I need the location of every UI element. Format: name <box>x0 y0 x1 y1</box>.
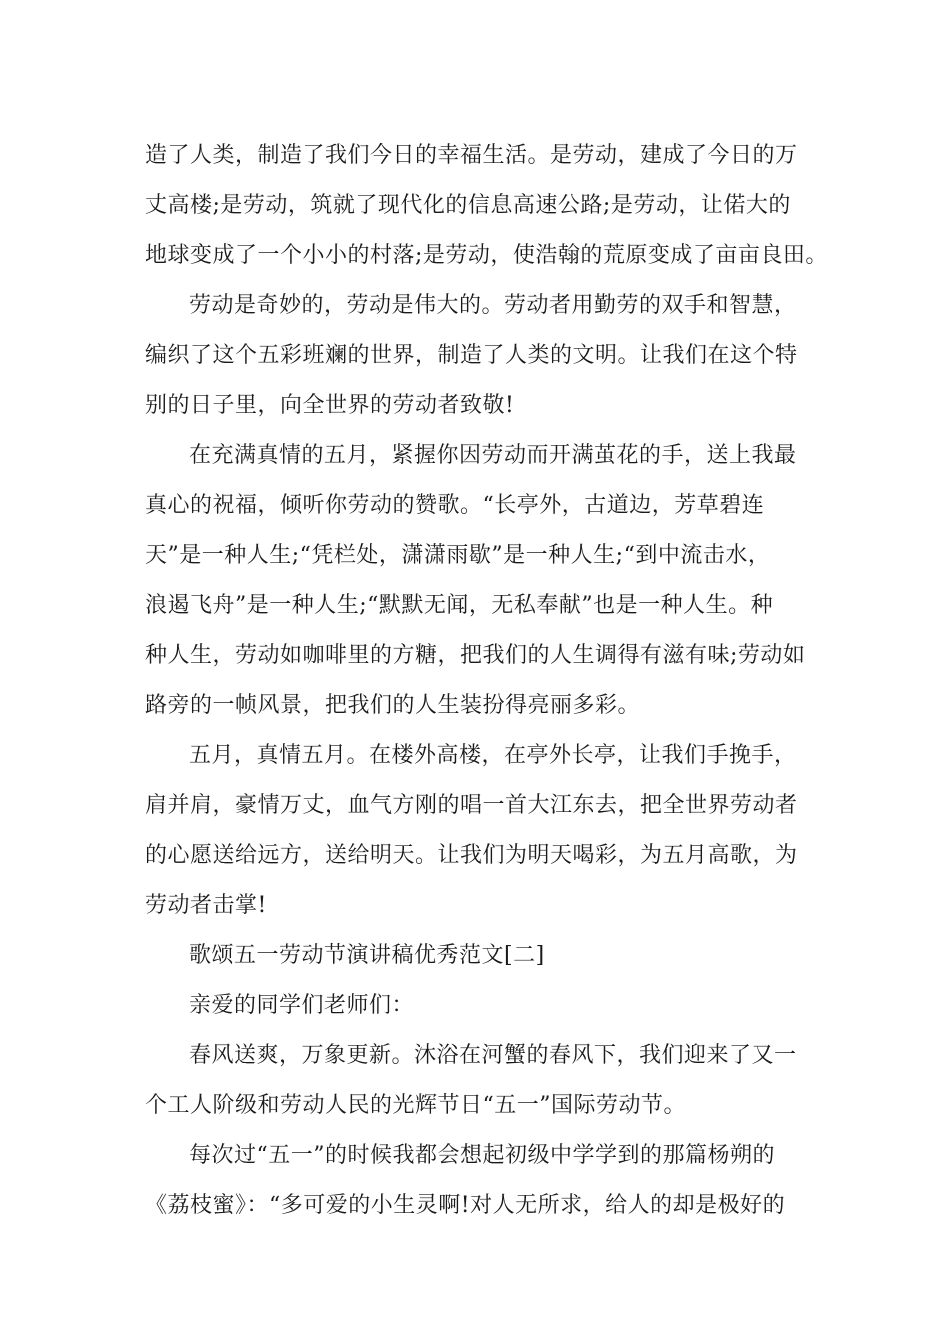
text-line: 亲爱的同学们老师们： <box>189 993 415 1018</box>
text-line: 劳动是奇妙的，劳动是伟大的。劳动者用勤劳的双手和智慧， <box>189 293 797 318</box>
text-line: 种人生，劳动如咖啡里的方糖，把我们的人生调得有滋有味;劳动如 <box>145 643 806 668</box>
text-line: 个工人阶级和劳动人民的光辉节日“五一”国际劳动节。 <box>145 1093 686 1118</box>
text-line: 浪遏飞舟”是一种人生;“默默无闻，无私奉献”也是一种人生。种 <box>145 593 774 618</box>
text-line: 歌颂五一劳动节演讲稿优秀范文[二] <box>189 943 545 968</box>
text-line: 劳动者击掌! <box>145 893 267 918</box>
text-line: 在充满真情的五月，紧握你因劳动而开满茧花的手，送上我最 <box>189 443 797 468</box>
text-line: 造了人类，制造了我们今日的幸福生活。是劳动，建成了今日的万 <box>145 143 798 168</box>
text-line: 《荔枝蜜》：“多可爱的小生灵啊!对人无所求，给人的却是极好的 <box>145 1193 786 1218</box>
text-line: 肩并肩，豪情万丈，血气方刚的唱一首大江东去，把全世界劳动者 <box>145 793 798 818</box>
text-line: 的心愿送给远方，送给明天。让我们为明天喝彩，为五月高歌，为 <box>145 843 798 868</box>
text-line: 天”是一种人生;“凭栏处，潇潇雨歇”是一种人生;“到中流击水， <box>145 543 771 568</box>
document-body <box>145 131 828 1231</box>
text-line: 丈高楼;是劳动，筑就了现代化的信息高速公路;是劳动，让偌大的 <box>145 193 791 218</box>
text-line: 真心的祝福，倾听你劳动的赞歌。“长亭外，古道边，芳草碧连 <box>145 493 765 518</box>
text-line: 路旁的一帧风景，把我们的人生装扮得亮丽多彩。 <box>145 693 641 718</box>
text-line: 别的日子里，向全世界的劳动者致敬! <box>145 393 515 418</box>
text-line: 五月，真情五月。在楼外高楼，在亭外长亭，让我们手挽手， <box>189 743 797 768</box>
text-line: 每次过“五一”的时候我都会想起初级中学学到的那篇杨朔的 <box>189 1143 775 1168</box>
text-line: 编织了这个五彩班斓的世界，制造了人类的文明。让我们在这个特 <box>145 343 798 368</box>
text-line: 地球变成了一个小小的村落;是劳动，使浩翰的荒原变成了亩亩良田。 <box>145 243 828 268</box>
text-line: 春风送爽，万象更新。沐浴在河蟹的春风下，我们迎来了又一 <box>189 1043 797 1068</box>
